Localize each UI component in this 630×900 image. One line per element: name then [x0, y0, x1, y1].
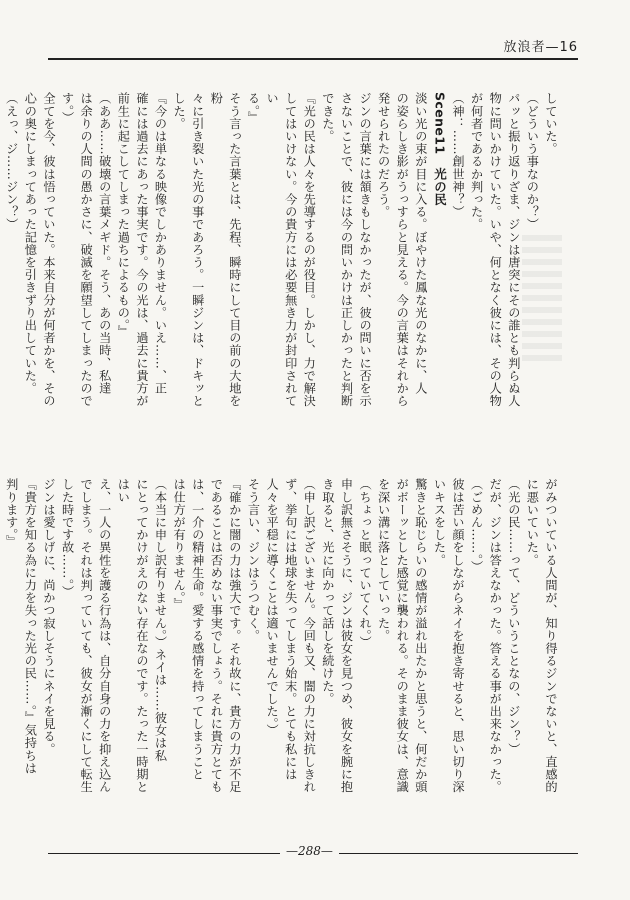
- text-line: にとってかけがえのない存在なのです。たった一時期とはい: [116, 478, 149, 793]
- text-line: だが、ジンは答えなかった。答える事が出来なかった。: [488, 478, 503, 793]
- text-line: 『確かに闇の力は強大です。それ故に、貴方の力が不足: [227, 478, 242, 793]
- text-line: そう言い、ジンはうつむく。: [246, 478, 261, 642]
- text-line: 判ります。』: [4, 478, 19, 548]
- text-line: 驚きと恥じらいの感情が溢れ出たかと思うと、何だか頭: [413, 478, 428, 793]
- text-line: 々に引き裂いた光の事であろう。一瞬ジンは、ドキッと: [190, 92, 205, 407]
- text-line: 『光の民は人々を先導するのが役目。しかし、力で解決: [302, 92, 317, 407]
- text-line: は、一介の精神生命。愛する感情を持ってしまうこと: [190, 478, 205, 781]
- text-line: す。）: [60, 92, 75, 124]
- text-line: が何者であるか判った。: [469, 92, 484, 231]
- text-line: に悪いていた。: [525, 478, 540, 567]
- text-line: （申し訳ございません。今回も又、闇の力に対抗しきれ: [302, 478, 317, 793]
- text-line: 彼は苦い顔をしながらネイを抱き寄せると、思い切り深: [451, 478, 466, 793]
- text-line: していた。: [544, 92, 558, 155]
- text-line: 申し訳無さそうに、ジンは彼女を見つめ、彼女を腕に抱: [339, 478, 354, 793]
- text-line: いキスをした。: [432, 478, 447, 567]
- text-line: がみついている人間が、知り得るジンでないと、直感的: [544, 478, 558, 793]
- text-line: がボーッとした感覚に襲われる。そのまま彼女は、意識: [395, 478, 410, 793]
- text-line: を深い溝に落としていった。: [376, 478, 391, 642]
- text-line: さないことで、彼には今の問いかけは正しかったと判断: [339, 92, 354, 407]
- text-line: 『今のは単なる映像でしかありません。いえ……、正: [153, 92, 168, 395]
- text-line: （光の民……って、どういうことなの、ジン？）: [506, 478, 521, 756]
- text-line: 物に問いかけていた。いや、何となく彼には、その人物: [488, 92, 503, 407]
- text-line: 前生に起こしてしまった過ちによるもの。』: [116, 92, 131, 338]
- text-line: （神：……創世神？）: [451, 92, 466, 218]
- page-number: —288—: [280, 844, 339, 858]
- text-line: 確には過去にあった事実です。今の光は、過去に貴方が: [134, 92, 149, 407]
- text-line: 淡い光の束が目に入る。ぼやけた鳳な光のなかに、人: [413, 92, 428, 395]
- text-line: は余りの人間の愚かさに、破滅を願望してしまったので: [79, 92, 94, 407]
- text-line: ず、挙句には地球を失ってしまう始末。とても私には: [283, 478, 298, 781]
- header-rule: [48, 58, 578, 60]
- text-line: は仕方が有りません。』: [172, 478, 187, 611]
- text-block-bottom: [4, 478, 560, 796]
- text-line: 『貴方を知る為に力を失った光の民……。』気持ちは: [23, 478, 38, 775]
- text-line: （本当に申し訳有りません。）ネイは……彼女は私: [153, 478, 168, 762]
- text-line: してはいけない。今の貴方には必要無き力が封印されてい: [265, 92, 298, 407]
- text-line: パッと振り返りざま、ジンは唐突にその誰とも判らぬ人: [506, 92, 521, 407]
- text-line: （ちょっと眠っていてくれ。）: [358, 478, 373, 649]
- text-line: できた。: [320, 92, 335, 143]
- text-line: ジンの言葉には頷きもしなかったが、彼の問いに否を示: [358, 92, 373, 407]
- text-block-top: [4, 92, 560, 410]
- text-line: でしまう。それは判っていても、彼女が漸くにして転生: [79, 478, 94, 793]
- running-head: 放浪者—16: [497, 36, 578, 55]
- text-line: そう言った言葉とは、先程、瞬時にして目の前の大地を粉: [209, 92, 242, 407]
- text-line: 発せられたのだろう。: [376, 92, 391, 218]
- text-line: した時です故……。）: [60, 478, 75, 598]
- text-line: 心の奥にしまってあった記憶を引きずり出していた。: [23, 92, 38, 395]
- text-line: （ごめん……。）: [469, 478, 484, 573]
- text-line: [0, 92, 2, 410]
- text-line: き取ると、光に向かって話しを続けた。: [320, 478, 335, 705]
- text-line: 全てを今、彼は悟っていた。本来自分が何者かを、その: [41, 92, 56, 407]
- section-heading: Scene11 光の民: [432, 92, 448, 207]
- text-line: え、一人の異性を護る行為は、自分自身の力を抑え込ん: [97, 478, 112, 793]
- text-line: [0, 478, 2, 796]
- text-line: の姿らしき影がうっすらと見える。今の言葉はそれから: [395, 92, 410, 407]
- text-line: 人々を平穏に導くことは適いませんでした。）: [265, 478, 280, 737]
- text-line: した。: [172, 92, 187, 130]
- text-line: （ああ……破壊の言葉メギド。そう、あの当時、私達: [97, 92, 112, 395]
- text-line: ジンは愛しげに、尚かつ寂しそうにネイを見る。: [41, 478, 56, 756]
- text-line: （どういう事なのか？）: [525, 92, 540, 231]
- text-line: であることは否めない事実でしょう。それに貴方とても: [209, 478, 224, 793]
- text-line: （えっ、ジ……ジン？）: [4, 92, 19, 231]
- text-line: る。』: [246, 92, 261, 124]
